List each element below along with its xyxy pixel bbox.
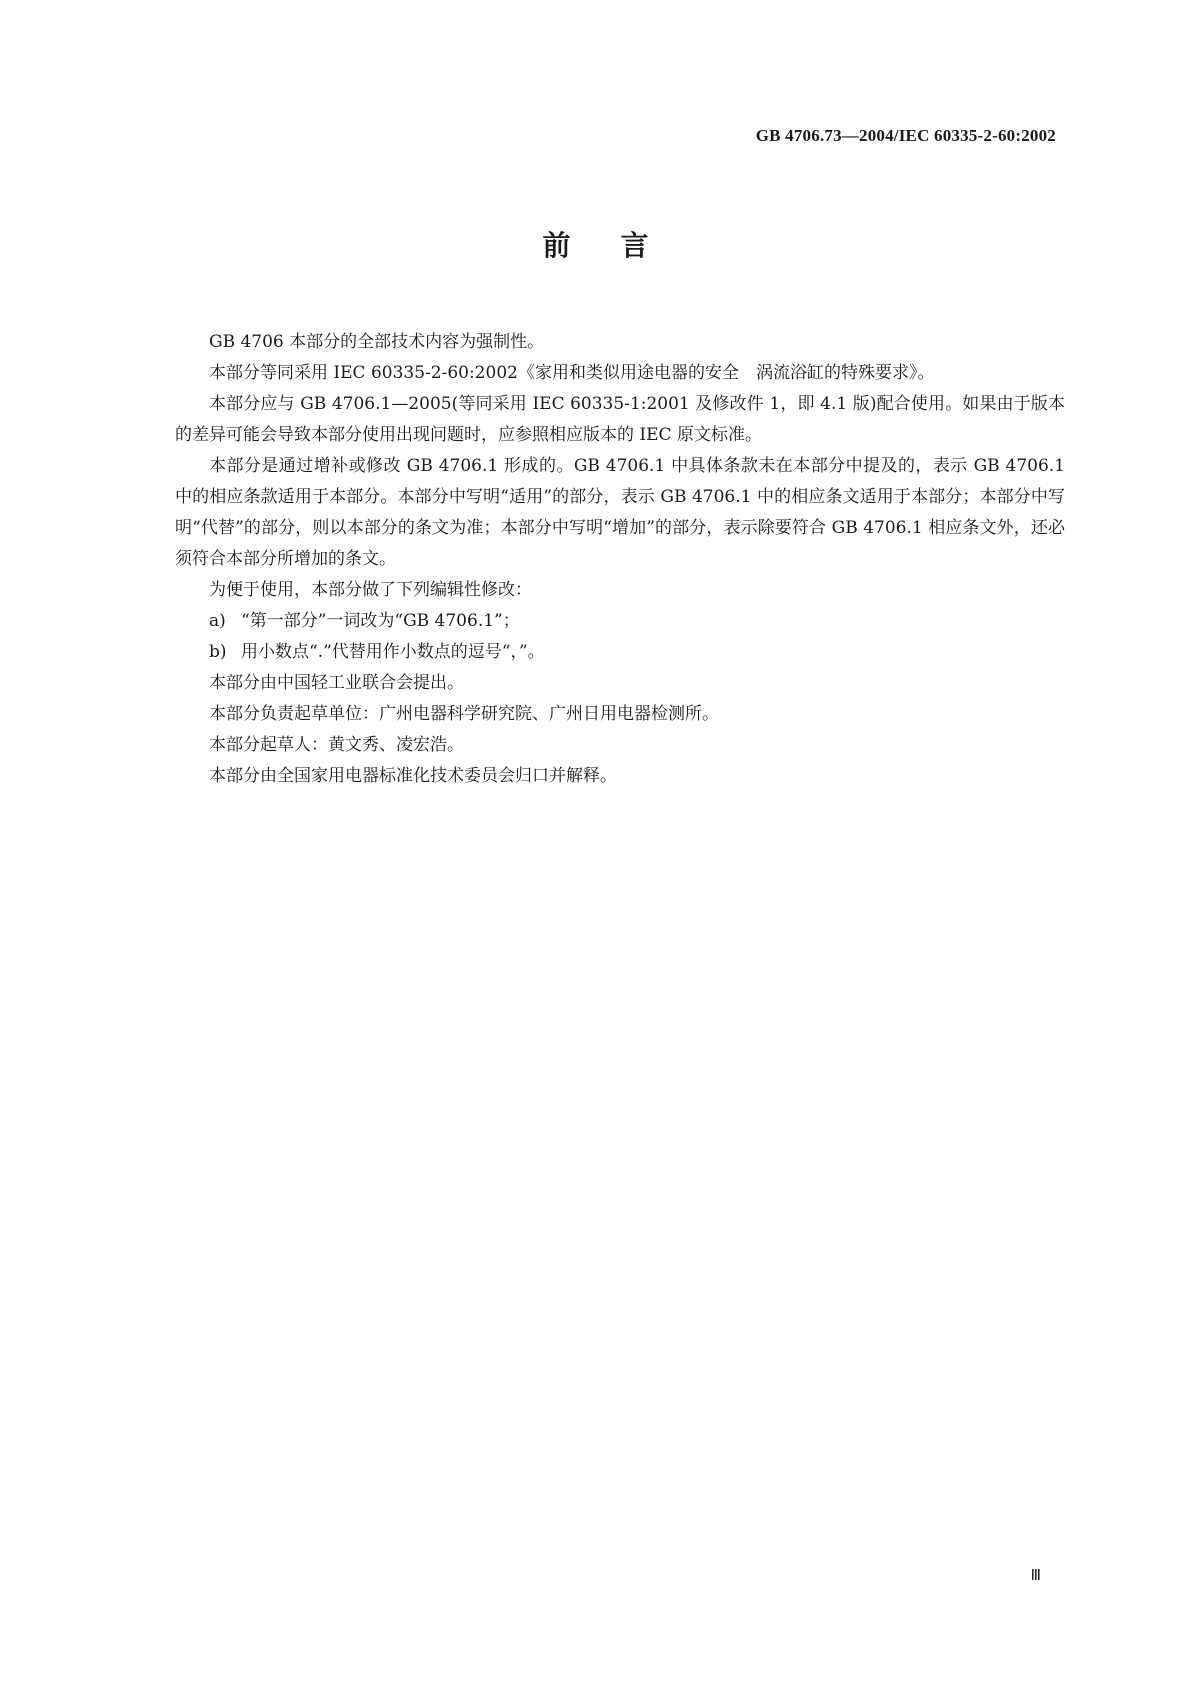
list-item (175, 606, 1065, 637)
paragraph-interpretation: 本部分由全国家用电器标准化技术委员会归口并解释。 (209, 766, 617, 786)
page-title: 前言 (542, 229, 699, 262)
paragraph-proposer: 本部分由中国轻工业联合会提出。 (209, 673, 464, 693)
list-item (175, 637, 1065, 668)
page-number: Ⅲ (1030, 1568, 1041, 1584)
list-marker: a) (209, 611, 226, 631)
list-marker: b) (209, 642, 227, 662)
paragraph-structure: 本部分是通过增补或修改 GB 4706.1 形成的。GB 4706.1 中具体条款未在本部分中提及的，表示 GB 4706.1 中的相应条款适用于本部分。本部分中写明“适用”的部分，表示 GB 4706.1 中的相应条文适用于本部分；本部分中写明“代替”的部分，则以本部分的条文为准；本部分中写明“增加”的部分，表示除要符合 GB 4706.1 相应条文外，还必须符合本部分所增加的条文。 (175, 456, 1065, 569)
standard-code: GB 4706.73—2004/IEC 60335-2-60:2002 (755, 126, 1056, 145)
list-item-text: “第一部分”一词改为“GB 4706.1”； (241, 611, 520, 631)
list-item-text: 用小数点“.”代替用作小数点的逗号“，”。 (241, 642, 545, 662)
paragraph-editorial-intro: 为便于使用，本部分做了下列编辑性修改： (209, 580, 532, 600)
paragraph-adoption: 本部分等同采用 IEC 60335-2-60:2002《家用和类似用途电器的安全 涡流浴缸的特殊要求》。 (209, 363, 935, 383)
paragraph-usage: 本部分应与 GB 4706.1—2005(等同采用 IEC 60335-1:2001 及修改件 1，即 4.1 版)配合使用。如果由于版本的差异可能会导致本部分使用出现问题时，应参照相应版本的 IEC 原文标准。 (175, 394, 1065, 445)
paragraph-mandatory: GB 4706 本部分的全部技术内容为强制性。 (209, 332, 545, 352)
paragraph-drafting-units: 本部分负责起草单位：广州电器科学研究院、广州日用电器检测所。 (209, 704, 719, 724)
paragraph-drafters: 本部分起草人：黄文秀、凌宏浩。 (209, 735, 464, 755)
body-text (175, 327, 1065, 792)
